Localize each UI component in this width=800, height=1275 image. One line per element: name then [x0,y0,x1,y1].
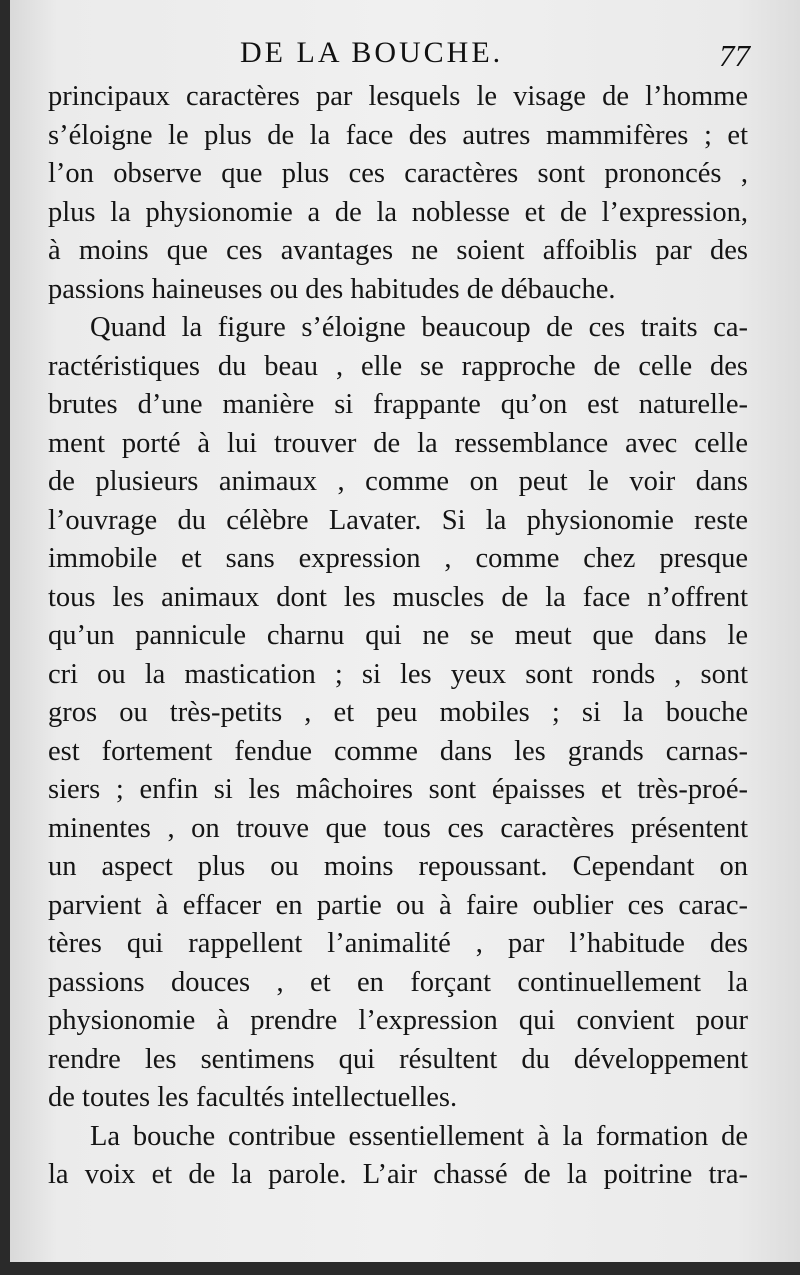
text-line: Quand la figure s’éloigne beaucoup de ces traits ca- [90,312,748,343]
text-line: qu’un pannicule charnu qui ne se meut que dans le [48,620,748,651]
page-header [50,28,750,78]
text-line: plus la physionomie a de la noblesse et de l’expression, [48,196,748,228]
text-line: immobile et sans expression , comme chez presque [48,543,748,574]
paragraph [48,1118,748,1195]
paragraph [48,309,748,1118]
text-line: la voix et de la parole. L’air chassé de la poitrine tra- [48,1159,748,1190]
book-page [10,0,800,1262]
text-line: est fortement fendue comme dans les grands carnas- [48,735,748,767]
text-line: passions douces , et en forçant continuellement la [48,966,748,998]
text-line: minentes , on trouve que tous ces caractères présentent [48,812,748,844]
text-line: à moins que ces avantages ne soient affoiblis par des [48,235,748,266]
text-line: cri ou la mastication ; si les yeux sont ronds , sont [48,658,748,690]
text-line: de toutes les facultés intellectuelles. [48,1082,458,1113]
text-line: siers ; enfin si les mâchoires sont épaisses et très-proé- [48,774,748,805]
text-line: tères qui rappellent l’animalité , par l’habitude des [48,928,748,959]
text-line: physionomie à prendre l’expression qui convient pour [48,1005,748,1036]
running-head: DE LA BOUCHE. [240,36,504,69]
text-line: de plusieurs animaux , comme on peut le voir dans [48,466,748,497]
text-line: La bouche contribue essentiellement à la formation de [90,1120,748,1152]
text-line: s’éloigne le plus de la face des autres mammifères ; et [48,119,748,151]
page-number: 77 [719,38,750,73]
text-line: tous les animaux dont les muscles de la face n’offrent [48,581,748,613]
paragraph [48,78,748,309]
text-line: brutes d’une manière si frappante qu’on est naturelle- [48,389,748,420]
text-line: rendre les sentimens qui résultent du développement [48,1043,748,1075]
text-line: l’ouvrage du célèbre Lavater. Si la physionomie reste [48,504,748,536]
text-line: principaux caractères par lesquels le visage de l’homme [48,81,748,112]
text-line: gros ou très-petits , et peu mobiles ; si la bouche [48,697,748,728]
text-line: un aspect plus ou moins repoussant. Cependant on [48,851,748,882]
text-line: passions haineuses ou des habitudes de débauche. [48,273,616,305]
text-line: ractéristiques du beau , elle se rapproche de celle des [48,350,748,382]
body-text [48,78,748,1195]
text-line: l’on observe que plus ces caractères sont prononcés , [48,158,748,189]
text-line: ment porté à lui trouver de la ressemblance avec celle [48,427,748,459]
text-line: parvient à effacer en partie ou à faire oublier ces carac- [48,889,748,921]
